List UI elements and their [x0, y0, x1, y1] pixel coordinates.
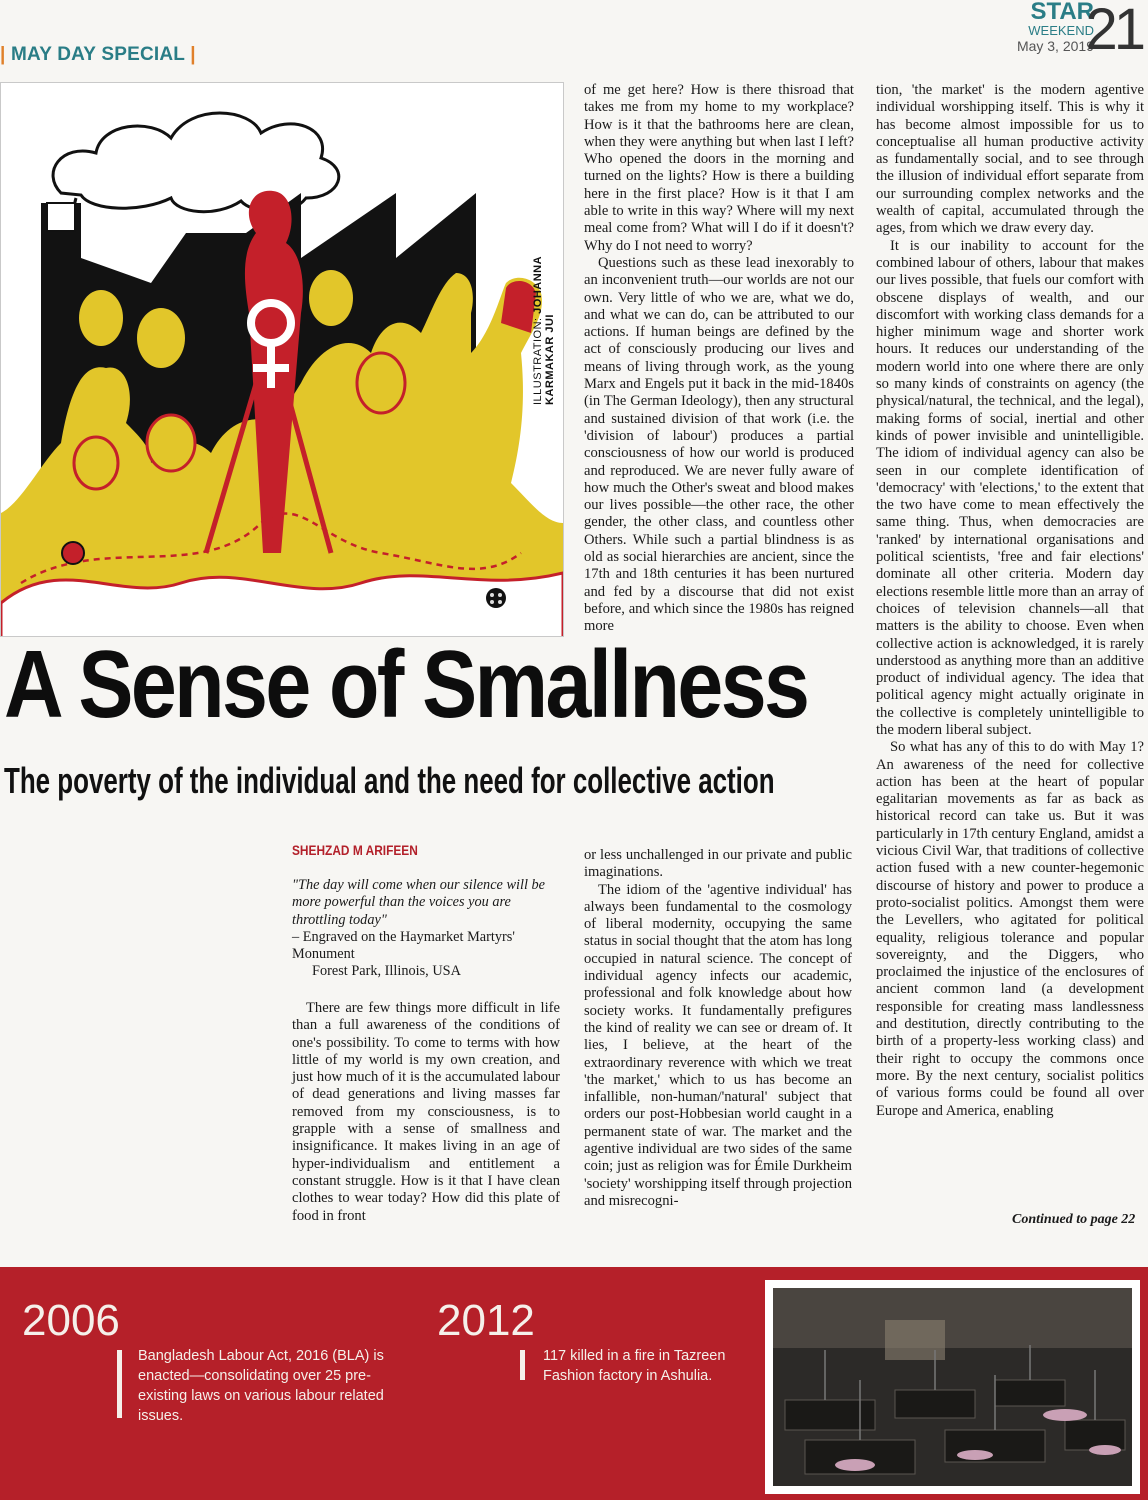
paragraph: tion, 'the market' is the modern agentive individual worshipping itself. This is why it has become almost impossible for us to conceptualise all human productive activity as fundamentally social, and to see through the illusion of individual effort separate from our surrounding complex networks and the wealth of capital, accumulated through the ages, from which we draw every day. [876, 82, 1144, 237]
page-number: 21 [1085, 0, 1142, 62]
timeline-text: 117 killed in a fire in Tazreen Fashion factory in Ashulia. [543, 1348, 726, 1384]
section-label: MAY DAY SPECIAL [11, 44, 185, 65]
masthead [1017, 0, 1094, 53]
masthead-weekend: WEEKEND [1028, 23, 1094, 38]
paragraph: It is our inability to account for the combined labour of others, labour that makes our lives possible, that fuels our comfort with obscene displays of wealth, and our discomfort with working class demands for a higher minimum wage and shorter work hours. It reduces our understanding of the modern world into one where there are only so many kinds of constraints on agency (the physical/natural, the technical, and the legal), making forms of social, inertial and other kinds of power invisible and unintelligible. The idiom of individual agency can also be seen in our complete identification of 'democracy' with 'elections,' to the extent that the two have come to mean effectively the same thing. Thus, when democracies are 'ranked' by international organisations and political scientists, 'free and fair elections' dominate all other criteria. Modern day elections resemble little more than an array of choices of television channels—all that matters is the ability to choose. Even when collective action is acknowledged, it is rarely understood as anything more than an additive product of individual agency. The idea that political agency might actually originate in the collective is completely unintelligible to the modern liberal subject. [876, 237, 1144, 738]
timeline-divider [520, 1350, 525, 1380]
masthead-star: STAR [1030, 0, 1094, 25]
illustration-credit: ILLUSTRATION: JOHANNA KARMAKAR JUI [532, 256, 556, 405]
epigraph-location: Forest Park, Illinois, USA [312, 963, 461, 980]
paragraph: So what has any of this to do with May 1? An awareness of the need for collective action has been at the heart of popular egalitarian movements as far as back as historical record can take us. But it was particularly in 17th century England, amidst a vicious Civil War, that traditions of collective action fused with a new counter-hegemonic discourse of history and power to produce a proto-socialist politics. Amongst them were the Levellers, who agitated for political equality, religious tolerance and popular sovereignty, and the Diggers, who proclaimed the injustice of the enclosures of ancient common land (a development responsible for creating mass landlessness and destitution, directly contributing to the birth of a property-less working class) and their right to occupy the commons once more. By the next century, socialist politics of various forms could be found all over Europe and America, enabling [876, 739, 1144, 1119]
continued-note: Continued to page 22 [1012, 1212, 1136, 1227]
timeline-divider [117, 1350, 122, 1418]
timeline-year: 2012 [437, 1296, 535, 1345]
illustration [0, 82, 564, 637]
headline: A Sense of Smallness [4, 631, 808, 738]
article-column-2 [584, 82, 854, 636]
factory-photo [765, 1280, 1140, 1494]
paragraph: The idiom of the 'agentive individual' has always been fundamental to the cosmology of liberal modernity, occupying the same status in social thought that the atom has long occupied in natural science. The concept of individual agency infects our academic, professional and folk knowledge about how society works. It fundamentally prefigures the kind of reality we can see or dream of. It lies, I believe, at the heart of the extraordinary reverence with which we treat 'the market,' which to us has become an infallible, non-human/'natural' subject that orders our post-Hobbesian world caught in a permanent state of war. The market and the agentive individual are two sides of the same coin; just as religion was for Émile Durkheim 'society' worshipping itself through projection and misrecogni- [584, 881, 852, 1209]
timeline-text: Bangladesh Labour Act, 2016 (BLA) is enacted—consolidating over 25 pre-existing laws on various labour related issues. [138, 1348, 384, 1424]
issue-date: May 3, 2019 [1016, 38, 1094, 54]
paragraph: or less unchallenged in our private and public imaginations. [584, 847, 852, 881]
article-column-4 [876, 82, 1144, 1120]
epigraph-quote: "The day will come when our silence will be more powerful than the voices you are throttling today" [292, 877, 545, 928]
article-column-3 [584, 847, 852, 1210]
section-tag: | MAY DAY SPECIAL | [0, 44, 196, 65]
subheadline: The poverty of the individual and the need for collective action [4, 760, 775, 801]
paragraph: Questions such as these lead inexorably to an inconvenient truth—our worlds are not our own. Very little of who we are, what we do, and what we can do, can be attributed to our actions. If human beings are defined by the act of consciously producing our lives and means of living through work, as the young Marx and Engels put it back in the mid-1840s (in The German Ideology), then any structural and sustained division of that work (i.e. the 'division of labour') produces a partial consciousness of how our world is produced and reproduced. We are never fully aware of how much the Other's sweat and blood makes our lives possible—the other race, the other gender, the other class, and countless other Others. While such a partial blindness is as old as social hierarchies are ancient, since the 17th and 18th centuries it has been nurtured and fed by a discourse that did not exist before, and which since the 1980s has reigned more [584, 254, 854, 635]
byline: SHEHZAD M ARIFEEN [292, 842, 418, 858]
paragraph: There are few things more difficult in life than a full awareness of the conditions of one's possibility. To come to terms with how little of my world is my own creation, and just how much of it is the accumulated labour of dead generations and living masses far removed from my consciousness, is to grapple with a sense of smallness and insignificance. It makes living in an age of hyper-individualism and entitlement a constant struggle. How is it that I have clean clothes to wear today? How did this plate of food in front [292, 1000, 560, 1224]
burnt-factory-image [765, 1280, 1140, 1494]
epigraph-attribution: – Engraved on the Haymarket Martyrs' Monument [292, 928, 515, 963]
epigraph [292, 877, 560, 981]
timeline-year: 2006 [22, 1296, 120, 1345]
paragraph: of me get here? How is there thisroad that takes me from my home to my workplace? How is it that the bathrooms here are clean, when they were anything but when last I left? Who opened the doors in the morning and turned on the lights? How is there a building here in the first place? How is it that I am able to write in this way? Where will my next meal come from? What will I do if it doesn't? Why do I not need to worry? [584, 82, 854, 254]
factory-workers-illustration [1, 83, 563, 636]
article-column-1 [292, 1000, 560, 1225]
